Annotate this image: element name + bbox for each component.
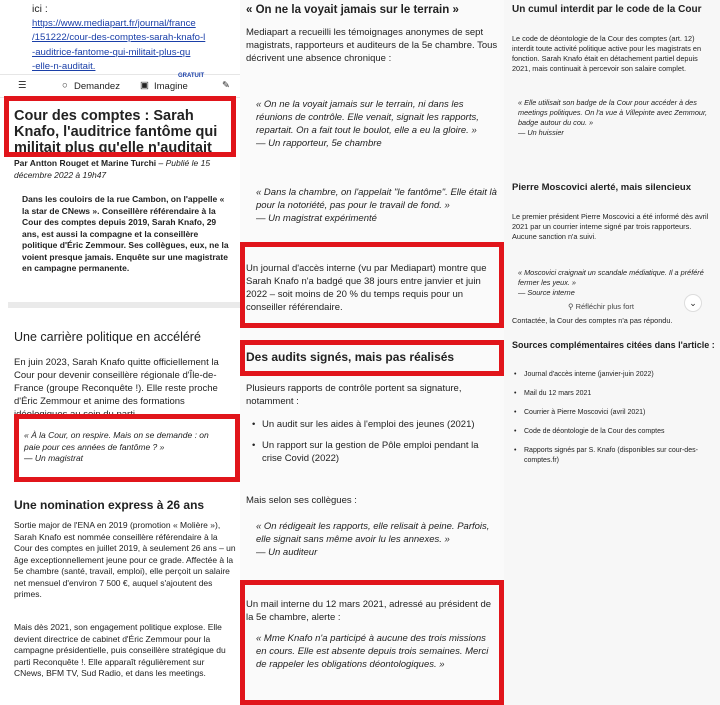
quote-text: « Elle utilisait son badge de la Cour pour accéder à des meetings politiques. On l'a vue à Villepinte avec Zemmour, badge autour du cou. » — [518, 98, 708, 127]
lightbulb-icon: ⚲ — [568, 302, 574, 311]
journal-acces-text: Un journal d'accès interne (vu par Mediapart) montre que Sarah Knafo n'a badgé que 38 jours entre janvier et juin 2022 – soit moins de 20 % du temps requis pour un conseiller référendaire. — [246, 263, 487, 313]
audits-intro: Plusieurs rapports de contrôle portent sa signature, notamment : — [246, 383, 462, 407]
url-prefix: ici : — [32, 3, 48, 15]
section-title-audits: Des audits signés, mais pas réalisés — [246, 350, 455, 364]
right-column — [504, 0, 720, 705]
byline-block — [14, 158, 236, 181]
audits-list — [252, 418, 498, 465]
highlight-box-headline — [4, 96, 236, 157]
section-title-moscovici: Pierre Moscovici alerté, mais silencieux — [512, 182, 692, 193]
divider — [8, 302, 240, 308]
byline: Par Antton Rouget et Marine Turchi — [14, 158, 157, 168]
section-title-carriere: Une carrière politique en accéléré — [14, 330, 201, 344]
url-block — [32, 2, 237, 75]
app-toolbar — [0, 74, 240, 98]
article-chapo: Dans les couloirs de la rue Cambon, on l'appelle « la star de CNews ». Conseillère référendaire à la Cour des comptes depuis 2019, Sarah Knafo, 29 ans, est aussi la compagne et la conseillère politique d'Éric Zemmour. Ses collègues, eux, ne la voient presque jamais. Enquête sur une magistrate en campagne permanente. — [22, 194, 229, 273]
section-title-terrain: « On ne la voyait jamais sur le terrain » — [246, 4, 459, 16]
chat-icon: ○ — [62, 80, 68, 91]
quote-text: « Dans la chambre, on l'appelait "le fantôme". Elle était là pour la notoriété, pas pour le travail de fond. » — [256, 187, 497, 211]
article-link-line-2[interactable]: /151222/cour-des-comptes-sarah-knafo-l — [32, 32, 206, 43]
source-item-3: • Courrier à Pierre Moscovici (avril 2021) — [514, 408, 716, 418]
section-text-cumul: Le code de déontologie de la Cour des comptes (art. 12) interdit toute activité politique active pour les magistrats en fonction. Sarah Knafo était en détachement partiel depuis 2021, mais continuait à percevoir son salaire complet. — [512, 34, 702, 73]
article-link-line-4[interactable]: -elle-n-auditait. — [32, 61, 96, 72]
quote-text: « On rédigeait les rapports, elle relisait à peine. Parfois, elle signait sans même avoir lu les annexes. » — [256, 521, 490, 545]
quote-author: — Un magistrat — [24, 453, 84, 463]
quote-text: « À la Cour, on respire. Mais on se demande : on paie pour ces années de fantôme ? » — [24, 430, 209, 452]
section-title-sources: Sources complémentaires citées dans l'article : — [512, 340, 715, 350]
quote-huissier — [518, 98, 716, 138]
chevron-down-icon[interactable]: ⌄ — [684, 294, 702, 312]
quote-fantome — [256, 186, 498, 225]
publish-date: – Publié le 15 décembre 2022 à 19h47 — [14, 158, 211, 180]
quote-text: « Moscovici craignait un scandale médiatique. Il a préféré fermer les yeux. » — [518, 268, 704, 287]
image-icon: ▣ — [140, 80, 149, 91]
source-item-2: • Mail du 12 mars 2021 — [514, 389, 716, 399]
highlight-box-audits-title — [240, 340, 504, 376]
section-intro-temoignages: Mediapart a recueilli les témoignages anonymes de sept magistrats, rapporteurs et auditeurs de la 5e chambre. Tous décrivent une absence chronique : — [246, 27, 498, 64]
article-link-line-1[interactable]: https://www.mediapart.fr/journal/france — [32, 17, 196, 29]
section-text-nomination: Sortie major de l'ENA en 2019 (promotion « Molière »), Sarah Knafo est nommée conseillère référendaire à la Cour des comptes en juillet 2019, à seulement 26 ans – un âge exceptionnellement jeune pour ce grade. Affectée à la 5e chambre (santé, travail, emploi), elle perçoit un salaire net mensuel d'environ 7 500 €, auquel s'ajoutent des primes. — [14, 520, 236, 599]
think-button[interactable] — [568, 302, 634, 311]
mail-quote: « Mme Knafo n'a participé à aucune des trois missions en cours. Elle est absente depuis trois semaines. Merci de rappeler les obligations déontologiques. » — [256, 633, 489, 670]
section-text-carriere: En juin 2023, Sarah Knafo quitte officiellement la Cour pour devenir conseillère régionale d'Île-de-France (groupe Reconquête !). Elle reste proche d'Éric Zemmour et anime des formations idéologiques au sein du parti. — [14, 357, 219, 420]
edit-icon[interactable]: ✎ — [222, 80, 230, 91]
audit-item-1: • Un audit sur les aides à l'emploi des jeunes (2021) — [252, 418, 498, 431]
quote-author: — Un magistrat expérimenté — [256, 213, 377, 224]
article-link-line-3[interactable]: -auditrice-fantome-qui-militait-plus-qu — [32, 46, 191, 58]
quote-author: — Source interne — [518, 288, 575, 297]
menu-icon[interactable]: ☰ — [18, 80, 27, 91]
contact-text: Contactée, la Cour des comptes n'a pas répondu. — [512, 316, 673, 325]
section-text-moscovici: Le premier président Pierre Moscovici a été informé dès avril 2021 par un courrier interne signé par trois rapporteurs. Aucune sanction n'a suivi. — [512, 212, 709, 241]
quote-text: « On ne la voyait jamais sur le terrain, ni dans les réunions de contrôle. Elle venait, signait les rapports, repartait. On a fait tout le boulot, elle a eu la gloire. » — [256, 99, 479, 136]
section-title-cumul: Un cumul interdit par le code de la Cour — [512, 4, 702, 15]
quote-author: — Un rapporteur, 5e chambre — [256, 138, 382, 149]
source-item-4: • Code de déontologie de la Cour des comptes — [514, 427, 716, 437]
quote-rapporteur — [256, 98, 498, 150]
quote-source-interne — [518, 268, 716, 298]
left-column — [0, 0, 240, 705]
quote-author: — Un huissier — [518, 128, 564, 137]
highlight-box-quote — [14, 414, 240, 482]
sources-list — [514, 370, 716, 466]
source-item-5: • Rapports signés par S. Knafo (disponibles sur cour-des-comptes.fr) — [514, 446, 716, 466]
mail-interne-text: Un mail interne du 12 mars 2021, adressé au président de la 5e chambre, alerte : — [246, 599, 492, 623]
imagine-tab[interactable]: Imagine — [154, 81, 188, 92]
gratuit-badge: GRATUIT — [178, 73, 205, 79]
think-label: Réfléchir plus fort — [575, 302, 634, 311]
source-item-1: • Journal d'accès interne (janvier-juin 2022) — [514, 370, 716, 380]
quote-author: — Un auditeur — [256, 547, 318, 558]
section-title-nomination: Une nomination express à 26 ans — [14, 498, 205, 512]
middle-column — [240, 0, 504, 705]
audit-item-2: • Un rapport sur la gestion de Pôle emploi pendant la crise Covid (2022) — [252, 439, 498, 465]
section-text-engagement: Mais dès 2021, son engagement politique explose. Elle devient directrice de cabinet d'Éric Zemmour pour la campagne présidentielle, puis conseillère stratégique du parti Reconquête !. Elle apparaît régulièrement sur CNews, BFM TV, Sud Radio, et dans les meetings. — [14, 622, 226, 678]
highlight-box-journal — [240, 242, 504, 328]
highlight-box-mail — [240, 580, 504, 705]
article-headline: Cour des comptes : Sarah Knafo, l'auditrice fantôme qui militait plus qu'elle n'auditait — [14, 108, 218, 156]
quote-auditeur — [256, 520, 498, 559]
demandez-tab[interactable]: Demandez — [74, 81, 120, 92]
colleagues-text: Mais selon ses collègues : — [246, 495, 357, 506]
